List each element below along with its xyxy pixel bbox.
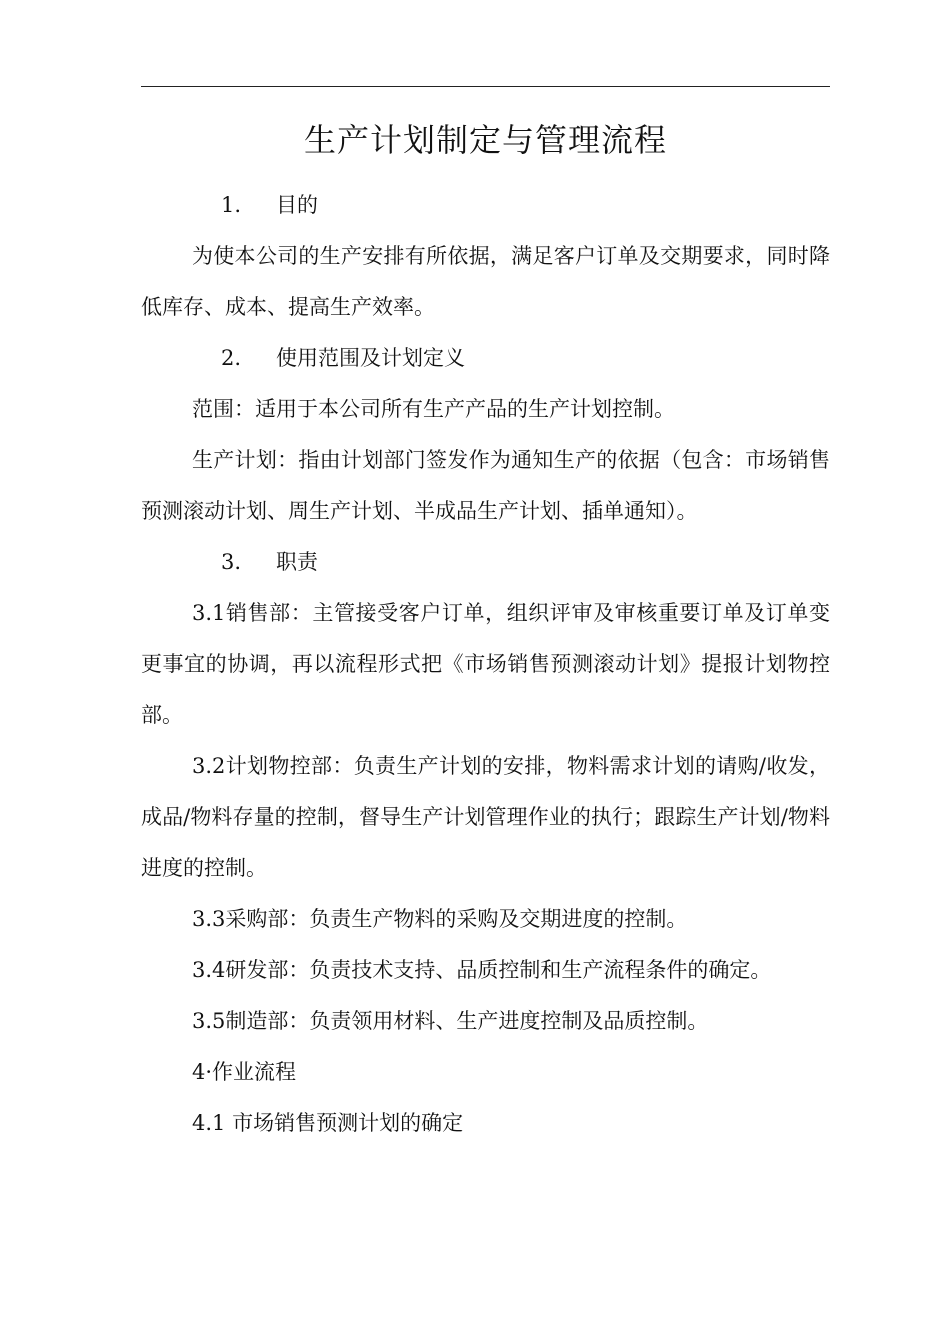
section-number: 1. xyxy=(221,193,242,217)
duty-planning-paragraph: 3.2计划物控部：负责生产计划的安排，物料需求计划的请购/收发，成品/物料存量的控制，督导生产计划管理作业的执行；跟踪生产计划/物料进度的控制。 xyxy=(141,754,830,880)
header-rule xyxy=(141,86,830,87)
duty-purchasing-paragraph: 3.3采购部：负责生产物料的采购及交期进度的控制。 xyxy=(192,907,688,931)
purpose-paragraph: 为使本公司的生产安排有所依据，满足客户订单及交期要求，同时降低库存、成本、提高生产效率。 xyxy=(141,244,830,319)
section-number: 2. xyxy=(221,346,242,370)
section-number: 3. xyxy=(221,550,242,574)
duty-rnd-paragraph: 3.4研发部：负责技术支持、品质控制和生产流程条件的确定。 xyxy=(192,958,772,982)
section-heading-4: 4·作业流程 xyxy=(192,1060,297,1084)
duty-manufacturing-paragraph: 3.5制造部：负责领用材料、生产进度控制及品质控制。 xyxy=(192,1009,709,1033)
document-title: 生产计划制定与管理流程 xyxy=(303,121,667,159)
plan-definition-paragraph: 生产计划：指由计划部门签发作为通知生产的依据（包含：市场销售预测滚动计划、周生产计划、半成品生产计划、插单通知）。 xyxy=(141,448,830,523)
section-title: 使用范围及计划定义 xyxy=(276,346,465,370)
section-title: 职责 xyxy=(276,550,318,574)
duty-sales-paragraph: 3.1销售部：主管接受客户订单，组织评审及审核重要订单及订单变更事宜的协调，再以流程形式把《市场销售预测滚动计划》提报计划物控部。 xyxy=(141,601,830,727)
section-heading-3 xyxy=(141,537,830,588)
section-heading-2 xyxy=(141,333,830,384)
section-heading-1 xyxy=(141,180,830,231)
document-body xyxy=(141,180,830,1149)
subsection-heading-4-1: 4.1 市场销售预测计划的确定 xyxy=(192,1111,464,1135)
section-title: 目的 xyxy=(276,193,318,217)
scope-paragraph: 范围：适用于本公司所有生产产品的生产计划控制。 xyxy=(192,397,675,421)
